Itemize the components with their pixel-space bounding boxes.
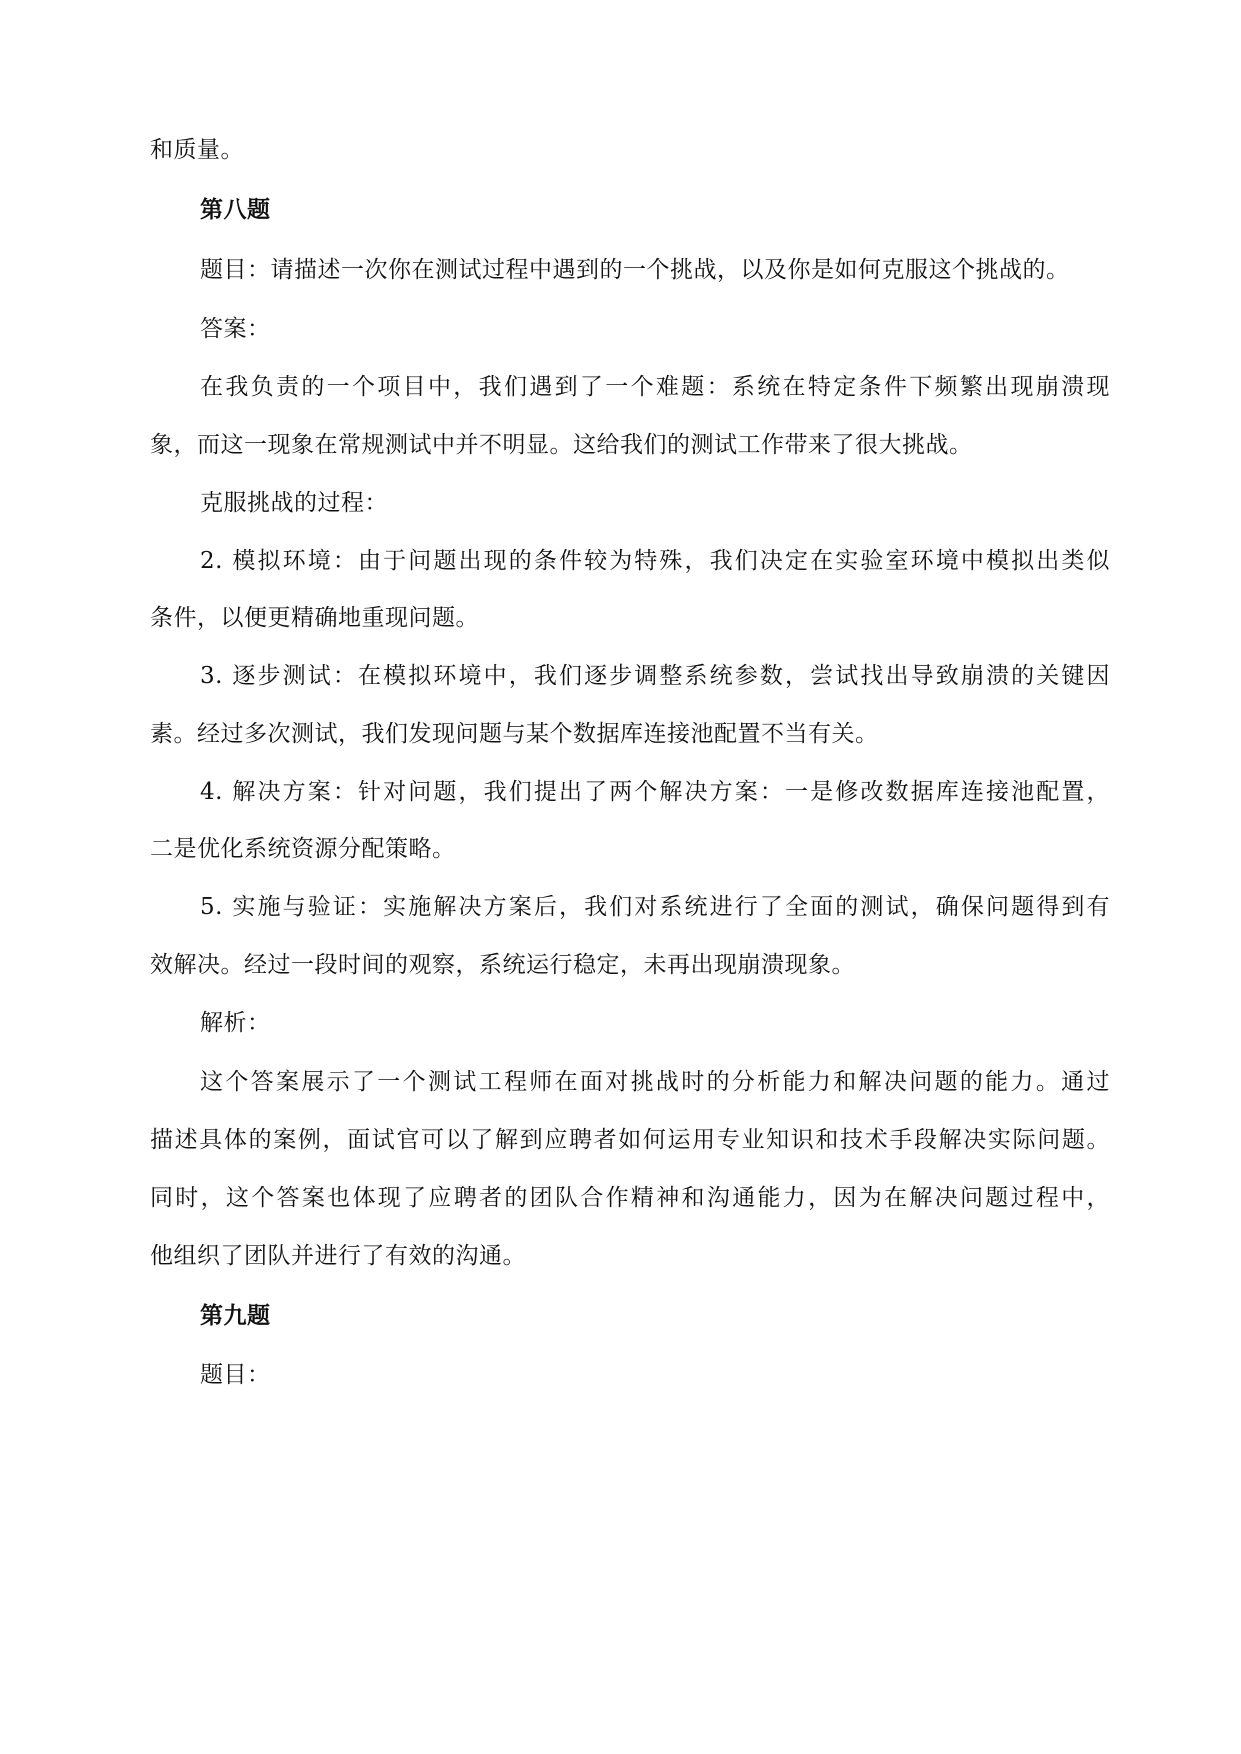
- paragraph-line: 条件，以便更精确地重现问题。: [150, 605, 479, 631]
- analysis-label: 解析：: [200, 1010, 271, 1036]
- paragraph-line: 素。经过多次测试，我们发现问题与某个数据库连接池配置不当有关。: [150, 721, 879, 747]
- paragraph-line: 描述具体的案例，面试官可以了解到应聘者如何运用专业知识和技术手段解决实际问题。: [150, 1127, 1110, 1153]
- question-8-heading: 第八题: [200, 197, 271, 223]
- list-item-3: 3. 逐步测试：在模拟环境中，我们逐步调整系统参数，尝试找出导致崩溃的关键因: [200, 663, 1110, 689]
- paragraph-line: 二是优化系统资源分配策略。: [150, 836, 456, 862]
- paragraph-line: 同时，这个答案也体现了应聘者的团队合作精神和沟通能力，因为在解决问题过程中，: [150, 1185, 1110, 1211]
- paragraph-line: 和质量。: [150, 137, 244, 163]
- list-item-2: 2. 模拟环境：由于问题出现的条件较为特殊，我们决定在实验室环境中模拟出类似: [200, 548, 1110, 574]
- list-item-5: 5. 实施与验证：实施解决方案后，我们对系统进行了全面的测试，确保问题得到有: [200, 894, 1110, 920]
- paragraph-line: 这个答案展示了一个测试工程师在面对挑战时的分析能力和解决问题的能力。通过: [200, 1069, 1110, 1095]
- paragraph-line: 在我负责的一个项目中，我们遇到了一个难题：系统在特定条件下频繁出现崩溃现: [200, 374, 1110, 400]
- paragraph-line: 象，而这一现象在常规测试中并不明显。这给我们的测试工作带来了很大挑战。: [150, 432, 973, 458]
- list-item-4: 4. 解决方案：针对问题，我们提出了两个解决方案：一是修改数据库连接池配置，: [200, 779, 1110, 805]
- question-9-heading: 第九题: [200, 1303, 271, 1329]
- paragraph-line: 他组织了团队并进行了有效的沟通。: [150, 1243, 526, 1269]
- answer-label: 答案：: [200, 316, 271, 342]
- process-label: 克服挑战的过程：: [200, 490, 388, 516]
- paragraph-line: 效解决。经过一段时间的观察，系统运行稳定，未再出现崩溃现象。: [150, 952, 855, 978]
- question-8-prompt: 题目：请描述一次你在测试过程中遇到的一个挑战，以及你是如何克服这个挑战的。: [200, 257, 1070, 283]
- question-9-prompt: 题目：: [200, 1362, 271, 1388]
